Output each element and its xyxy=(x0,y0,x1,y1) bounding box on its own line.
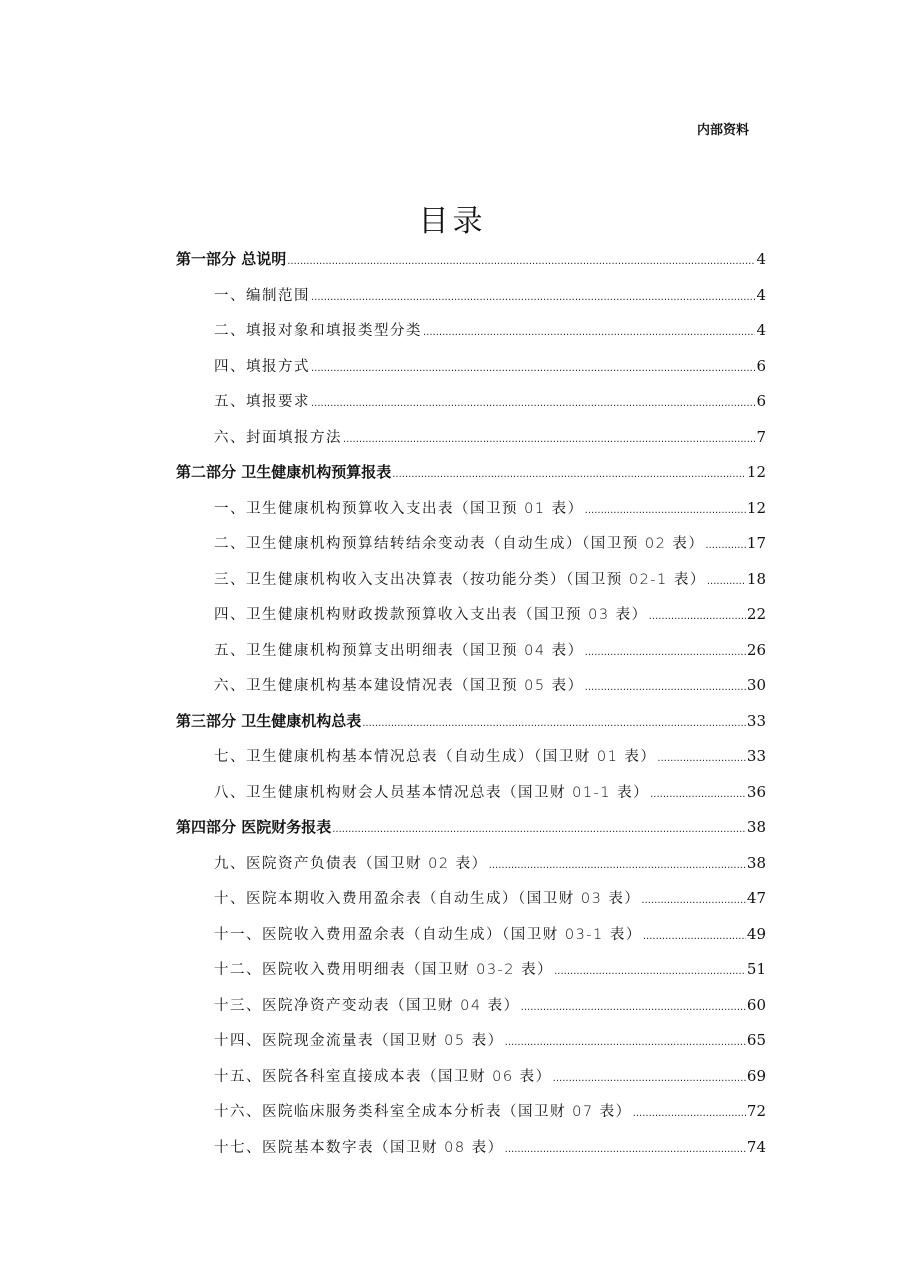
toc-entry[interactable] xyxy=(176,313,766,349)
toc-entry-label: 十二、医院收入费用明细表（国卫财 03-2 表） xyxy=(214,962,554,978)
toc-page-number: 18 xyxy=(746,569,766,588)
toc-entry-label: 十四、医院现金流量表（国卫财 05 表） xyxy=(214,1033,504,1049)
toc-entry[interactable] xyxy=(176,349,766,385)
toc-entry[interactable] xyxy=(176,526,766,562)
toc-page-number: 38 xyxy=(746,853,766,872)
toc-page-number: 12 xyxy=(746,498,766,517)
dot-leader xyxy=(554,954,746,990)
dot-leader xyxy=(311,351,755,387)
dot-leader xyxy=(521,990,746,1026)
toc-entry[interactable] xyxy=(176,597,766,633)
toc-page-number: 51 xyxy=(746,960,766,978)
toc-entry-label: 十、医院本期收入费用盈余表（自动生成）（国卫财 03 表） xyxy=(214,891,641,907)
toc-entry-label: 七、卫生健康机构基本情况总表（自动生成）（国卫财 01 表） xyxy=(214,749,657,765)
toc-page-number: 26 xyxy=(746,640,766,659)
toc-page-number: 69 xyxy=(746,1066,766,1085)
toc-entry-label: 二、填报对象和填报类型分类 xyxy=(214,323,422,339)
toc-page-number: 72 xyxy=(746,1102,766,1120)
dot-leader xyxy=(311,280,755,316)
dot-leader xyxy=(649,599,746,635)
dot-leader xyxy=(707,564,746,600)
toc-entry-label: 第三部分 卫生健康机构总表 xyxy=(176,711,362,730)
toc-page-number: 12 xyxy=(746,463,766,481)
toc-page-number: 30 xyxy=(746,676,766,694)
toc-page-number: 4 xyxy=(756,250,766,268)
toc-entry[interactable] xyxy=(176,739,766,775)
toc-entry[interactable] xyxy=(176,384,766,420)
dot-leader xyxy=(585,635,746,671)
toc-page-number: 33 xyxy=(746,711,766,730)
toc-entry[interactable] xyxy=(176,668,766,704)
toc-entry-label: 十一、医院收入费用盈余表（自动生成）（国卫财 03-1 表） xyxy=(214,926,642,943)
toc-page-number: 47 xyxy=(746,889,766,907)
toc-entry-label: 一、卫生健康机构预算收入支出表（国卫预 01 表） xyxy=(214,500,584,517)
toc-entry[interactable] xyxy=(176,1023,766,1059)
toc-entry[interactable] xyxy=(176,846,766,882)
toc-page-number: 36 xyxy=(746,782,766,801)
toc-entry-label: 第四部分 医院财务报表 xyxy=(176,818,332,836)
dot-leader xyxy=(332,812,746,848)
toc-entry[interactable] xyxy=(176,562,766,598)
dot-leader xyxy=(423,315,755,351)
toc-entry-label: 十六、医院临床服务类科室全成本分析表（国卫财 07 表） xyxy=(214,1104,632,1120)
dot-leader xyxy=(585,670,746,706)
toc-page-number: 74 xyxy=(746,1137,766,1156)
toc-page-number: 65 xyxy=(746,1031,766,1049)
dot-leader xyxy=(553,1061,746,1097)
toc-page-number: 4 xyxy=(756,285,766,304)
toc-entry-label: 一、编制范围 xyxy=(214,287,310,304)
toc-entry-label: 六、封面填报方法 xyxy=(214,429,342,446)
toc-entry[interactable] xyxy=(176,278,766,314)
dot-leader xyxy=(650,777,746,813)
toc-entry[interactable] xyxy=(176,491,766,527)
toc-entry-label: 八、卫生健康机构财会人员基本情况总表（国卫财 01-1 表） xyxy=(214,784,650,801)
toc-entry[interactable] xyxy=(176,633,766,669)
dot-leader xyxy=(505,1132,746,1168)
toc-entry[interactable] xyxy=(176,775,766,811)
toc-page-number: 6 xyxy=(756,356,766,375)
dot-leader xyxy=(287,244,755,280)
toc-part-heading[interactable] xyxy=(176,810,766,846)
dot-leader xyxy=(343,422,755,458)
dot-leader xyxy=(311,386,755,422)
dot-leader xyxy=(505,1025,746,1061)
toc-entry-label: 六、卫生健康机构基本建设情况表（国卫预 05 表） xyxy=(214,678,584,694)
toc-page-number: 6 xyxy=(756,392,766,410)
toc-entry-label: 三、卫生健康机构收入支出决算表（按功能分类）（国卫预 02-1 表） xyxy=(214,571,706,588)
toc-entry[interactable] xyxy=(176,1130,766,1166)
toc-entry-label: 五、填报要求 xyxy=(214,394,310,410)
toc-page-number: 17 xyxy=(746,534,766,552)
toc-entry[interactable] xyxy=(176,917,766,953)
toc-entry-label: 五、卫生健康机构预算支出明细表（国卫预 04 表） xyxy=(214,642,584,659)
dot-leader xyxy=(641,883,745,919)
toc-entry-label: 第二部分 卫生健康机构预算报表 xyxy=(176,463,392,481)
dot-leader xyxy=(633,1096,746,1132)
toc-page-number: 7 xyxy=(756,427,766,446)
dot-leader xyxy=(585,493,746,529)
dot-leader xyxy=(657,741,745,777)
table-of-contents xyxy=(176,242,766,1165)
toc-page-number: 49 xyxy=(746,924,766,943)
toc-entry-label: 十五、医院各科室直接成本表（国卫财 06 表） xyxy=(214,1068,552,1085)
toc-entry-label: 十三、医院净资产变动表（国卫财 04 表） xyxy=(214,997,520,1014)
confidential-label: 内部资料 xyxy=(696,123,749,138)
toc-entry-label: 四、填报方式 xyxy=(214,358,310,375)
dot-leader xyxy=(705,528,745,564)
toc-entry-label: 十七、医院基本数字表（国卫财 08 表） xyxy=(214,1139,504,1156)
toc-entry[interactable] xyxy=(176,1094,766,1130)
toc-entry[interactable] xyxy=(176,952,766,988)
toc-entry-label: 第一部分 总说明 xyxy=(176,250,287,268)
page-title: 目录 xyxy=(418,204,487,239)
toc-entry[interactable] xyxy=(176,420,766,456)
toc-part-heading[interactable] xyxy=(176,242,766,278)
toc-page-number: 60 xyxy=(746,995,766,1014)
toc-page-number: 4 xyxy=(756,321,766,339)
toc-entry[interactable] xyxy=(176,988,766,1024)
toc-page-number: 22 xyxy=(746,605,766,623)
toc-entry-label: 二、卫生健康机构预算结转结余变动表（自动生成）（国卫预 02 表） xyxy=(214,536,705,552)
toc-part-heading[interactable] xyxy=(176,704,766,740)
dot-leader xyxy=(392,457,746,493)
toc-entry[interactable] xyxy=(176,1059,766,1095)
dot-leader xyxy=(362,706,746,742)
toc-part-heading[interactable] xyxy=(176,455,766,491)
dot-leader xyxy=(489,848,746,884)
toc-entry[interactable] xyxy=(176,881,766,917)
dot-leader xyxy=(643,919,746,955)
toc-entry-label: 四、卫生健康机构财政拨款预算收入支出表（国卫预 03 表） xyxy=(214,607,648,623)
toc-page-number: 38 xyxy=(746,818,766,836)
toc-entry-label: 九、医院资产负债表（国卫财 02 表） xyxy=(214,855,488,872)
toc-page-number: 33 xyxy=(746,747,766,765)
